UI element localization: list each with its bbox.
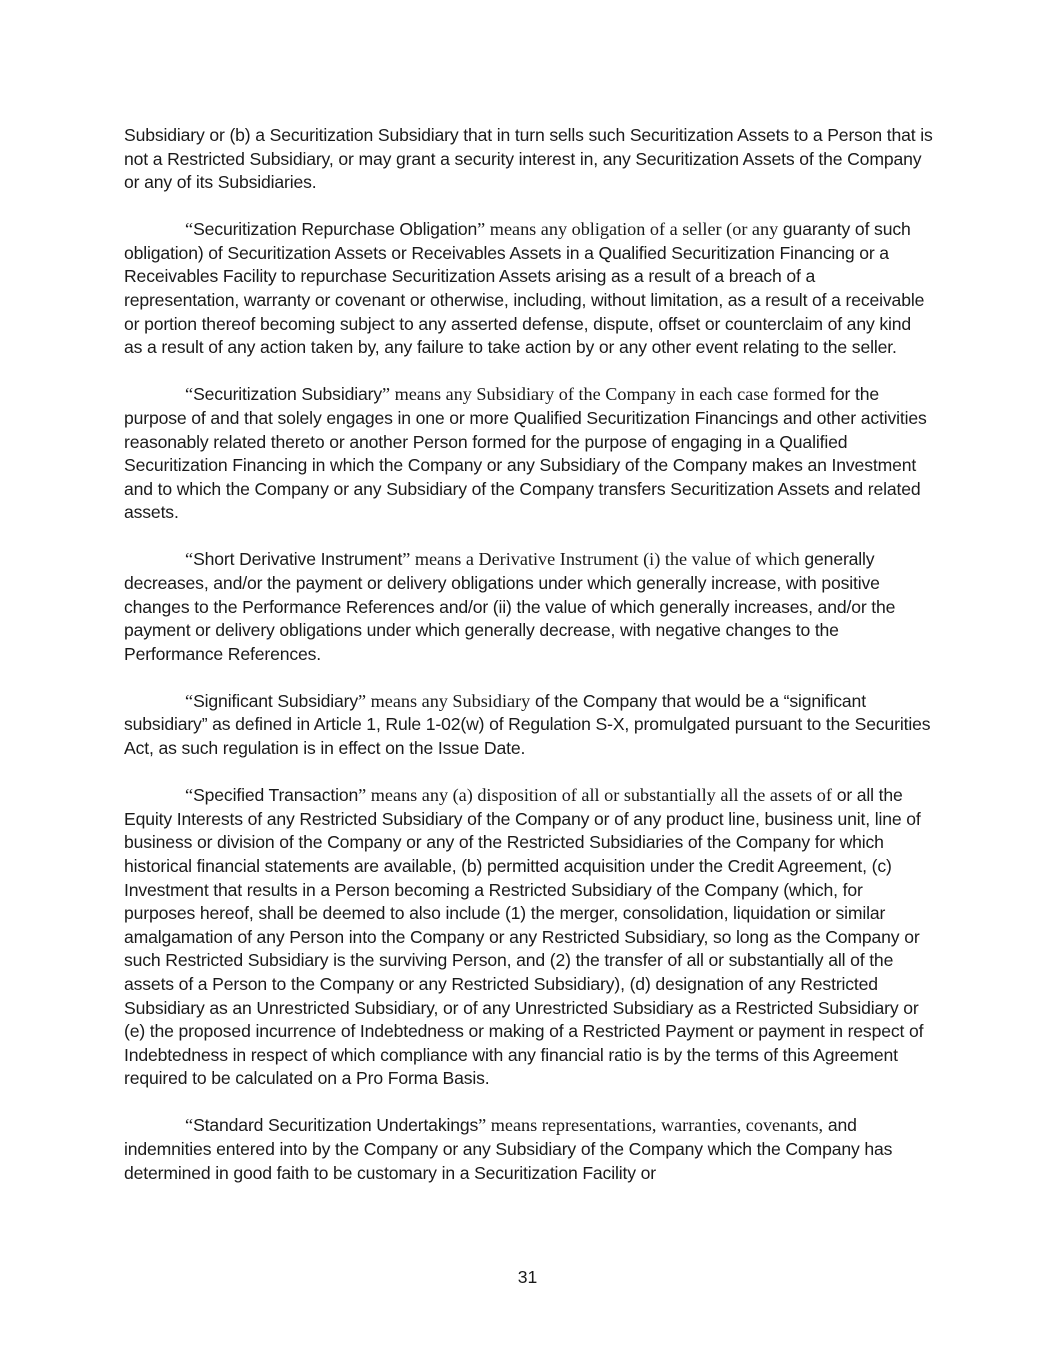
paragraph-continuation [124,124,934,195]
definition-body: of the Company that would be a “significant subsidiary” as defined in Article 1, Rule 1-02(w) of Regulation S-X, promulgated pursuant to the Securities Act, as such regulation is in effect on the Issue Date. [124,690,931,759]
definition-lead: means representations, warranties, covenants, [486,1115,824,1136]
definition-body: and indemnities entered into by the Company or any Subsidiary of the Company which the Company has determined in good faith to be customary in a Securitization Facility or [124,1115,893,1183]
defined-term: Short Derivative Instrument [193,549,403,570]
close-quote: ” [478,1115,487,1136]
page-number: 31 [517,1267,538,1287]
defined-term: Standard Securitization Undertakings [193,1115,479,1136]
definition-significant-subsidiary [124,690,934,761]
defined-term: Securitization Repurchase Obligation [193,219,478,240]
definition-lead: means any (a) disposition of all or substantially all the assets of [366,785,832,806]
defined-term: Significant Subsidiary [193,690,358,711]
paragraph-text: Subsidiary or (b) a Securitization Subsidiary that in turn sells such Securitization Assets to a Person that is not a Restricted Subsidiary, or may grant a security interest in, any Securitization Assets of the Company or any of its Subsidiaries. [124,125,933,193]
definition-standard-securitization-undertakings [124,1114,934,1185]
definition-body: generally decreases, and/or the payment or delivery obligations under which generally increase, with positive changes to the Performance References and/or (ii) the value of which generally increases, and/or the payment or delivery obligations under which generally decrease, with negative changes to the Performance References. [124,549,896,664]
open-quote: “ [185,1115,194,1136]
open-quote: “ [185,219,194,240]
open-quote: “ [185,690,194,711]
close-quote: ” [381,384,391,405]
defined-term: Specified Transaction [193,785,359,806]
document-body [124,124,934,1209]
close-quote: ” [477,219,486,240]
defined-term: Securitization Subsidiary [193,384,382,405]
close-quote: ” [358,785,367,806]
open-quote: “ [185,549,194,570]
close-quote: ” [357,690,367,711]
definition-lead: means any Subsidiary [366,690,531,711]
close-quote: ” [402,549,411,570]
definition-lead: means any Subsidiary of the Company in each case formed [390,384,826,405]
definition-body: or all the Equity Interests of any Restricted Subsidiary of the Company or of any product line, business unit, line of business or division of the Company or any of the Restricted Subsidiaries of the Company for which historical financial statements are available, (b) permitted acquisition under the Credit Agreement, (c) Investment that results in a Person becoming a Restricted Subsidiary of the Company (which, for purposes hereof, shall be deemed to also include (1) the merger, consolidation, liquidation or similar amalgamation of any Person into the Company or any Restricted Subsidiary, so long as the Company or such Restricted Subsidiary is the surviving Person, and (2) the transfer of all or substantially all of the assets of a Person to the Company or any Restricted Subsidiary), (d) designation of any Restricted Subsidiary as an Unrestricted Subsidiary, or of any Unrestricted Subsidiary as a Restricted Subsidiary or (e) the proposed incurrence of Indebtedness or making of a Restricted Payment or payment in respect of Indebtedness in respect of which compliance with any financial ratio is by the terms of this Agreement required to be calculated on a Pro Forma Basis. [124,785,924,1089]
definition-specified-transaction [124,784,934,1091]
definition-short-derivative-instrument [124,548,934,666]
open-quote: “ [185,785,194,806]
definition-lead: means a Derivative Instrument (i) the value of which [410,549,800,570]
definition-securitization-subsidiary [124,383,934,525]
definition-body: for the purpose of and that solely engages in one or more Qualified Securitization Financings and other activities reasonably related thereto or another Person formed for the purpose of engaging in a Qualified Securitization Financing in which the Company or any Subsidiary of the Company makes an Investment and to which the Company or any Subsidiary of the Company transfers Securitization Assets and related assets. [124,384,927,523]
definition-securitization-repurchase-obligation [124,218,934,360]
definition-body: guaranty of such obligation) of Securitization Assets or Receivables Assets in a Qualified Securitization Financing or a Receivables Facility to repurchase Securitization Assets arising as a result of a breach of a representation, warranty or covenant or otherwise, including, without limitation, as a result of a receivable or portion thereof becoming subject to any asserted defense, dispute, offset or counterclaim of any kind as a result of any action taken by, any failure to take action by or any other event relating to the seller. [124,219,925,358]
open-quote: “ [185,384,194,405]
definition-lead: means any obligation of a seller (or any [485,219,779,240]
